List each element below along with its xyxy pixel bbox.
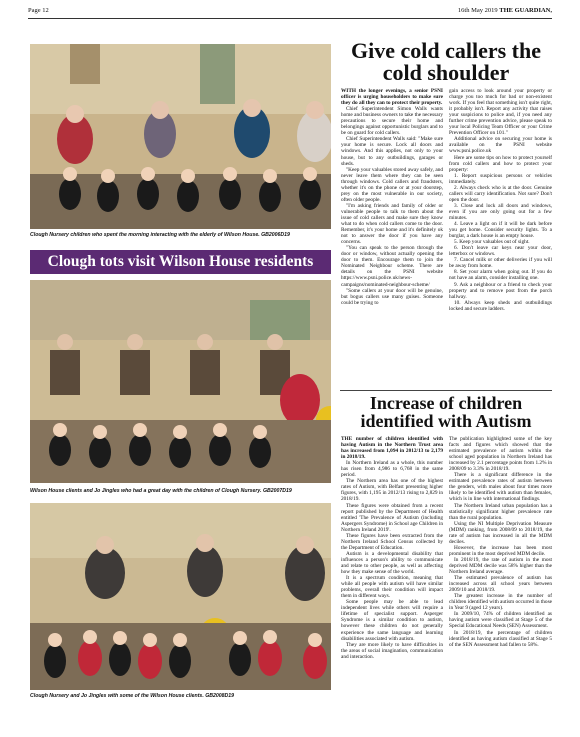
paragraph: 1. Report suspicious persons or vehicles immediately. (449, 172, 552, 185)
paragraph: It is a spectrum condition, meaning that while all people with autism will have similar problems, overall their condition will impact them in different ways. (341, 575, 443, 600)
article-2-column-2 (449, 436, 552, 706)
paragraph: 5. Keep your valuables out of sight. (454, 239, 530, 246)
paragraph: 7. Cancel milk or other deliveries if you will be away from home. (449, 257, 552, 270)
paragraph: Chief Superintendent Walls said: "Make sure your home is secure. Lock all doors and windows. And this applies, not only to your house, but to any outbuildings, garages or sheds. (341, 136, 443, 167)
paragraph: 8. Set your alarm when going out. If you do not have an alarm, consider installing one. (449, 269, 552, 282)
paragraph: Chief Superintendent Simon Walls wants home and business owners to take the necessary precautions to secure their home and belongings against opportunistic burglars and to be on guard for cold callers. (341, 106, 443, 137)
paragraph: THE number of children identified with having Autism in the Northern Trust area has increased from 1,094 in 2012/13 to 2,179 in 2018/19. (341, 436, 443, 461)
story-banner-headline: Clough tots visit Wilson House residents (30, 250, 331, 274)
article-2-column-1 (341, 436, 443, 706)
photo-nursery-and-jo-jingles (30, 503, 331, 690)
paragraph: WITH the longer evenings, a senior PSNI officer is urging householders to make sure they do all they can to protect their property. (341, 88, 443, 107)
issue-date: 16th May 2019 THE GUARDIAN, (457, 7, 552, 14)
paragraph: In 2009/10, 74% of children identified as having autism were classified at Stage 5 of the Special Educational Needs (SEN) Assessment. (449, 611, 552, 630)
paragraph: "You can speak to the person through the door or window, without actually opening the door to them. Encourage them to join the Nominated Neighbour scheme. There are details on the PSNI website https://www.psni.police.uk/news-campaigns/nominated-neighbour-scheme/ (341, 245, 443, 288)
photo-nursery-and-jo-jingles-image (30, 503, 331, 690)
paragraph: gain access to look around your property or charge you too much for bad or non-existent work. If you feel that something isn't quite right, it probably isn't. Report any activity that raises your suspicions to police and, if you need any further crime prevention advice, please speak to your local Policing Team Officer or your Crime Prevention Officer on 101." (449, 88, 552, 137)
paragraph: They are more likely to have difficulties in the areas of social imagination, communication and interaction. (341, 641, 443, 660)
paragraph: These figures have been extracted from the Northern Ireland School Census collected by the Department of Education. (341, 532, 443, 551)
page-number: Page 12 (28, 7, 49, 14)
paragraph: Some people may be able to lead independent lives while others will require a lifetime of specialist support. Asperger Syndrome is a similar condition to autism, however these children do not generally experience the same language and learning disabilities associated with autism. (341, 599, 443, 642)
paragraph: There is a significant difference in the estimated prevalence rates of autism between the genders, with males about four times more likely to be identified with autism than females, which is in line with international findings. (449, 472, 552, 503)
paragraph: The Northern Ireland urban population has a statistically significant higher prevalence rate than the rural population. (449, 502, 552, 521)
caption-photo-1: Clough Nursery children who spent the morning interacting with the elderly of Wilson House. GB2006D19 (30, 232, 290, 238)
paragraph: "Keep your valuables stored away safely, and never leave them where they can be seen through windows. Cold callers and fraudsters, whether it's on the phone or at your doorstep, prey on the most vulnerable in our society, often older people. (341, 166, 443, 203)
article-1-column-1 (341, 88, 443, 386)
paragraph: 10. Always keep sheds and outbuildings locked and secure ladders. (449, 299, 552, 312)
article-2-headline: Increase of children identified with Autism (360, 393, 532, 431)
paper-name: THE GUARDIAN, (499, 7, 552, 14)
paragraph: These figures were obtained from a recent report published by the Department of Health entitled 'The Prevalence of Autism (including Aspergers Syndrome) in School age Children in Northern Ireland 2019'. (341, 502, 443, 533)
paragraph: The Northern area has one of the highest rates of Autism, with Belfast presenting higher figures, with 1,195 in 2012/13 rising to 2,829 in 2018/19. (341, 478, 443, 503)
photo-wilson-house-clients (30, 280, 331, 483)
paragraph: Using the NI Multiple Deprivation Measure (MDM) ranking, from 2008/09 to 2018/19, the rate of autism has increased in all the MDM deciles. (449, 520, 552, 545)
paragraph: The estimated prevalence of autism has increased across all school years between 2009/10 and 2018/19. (449, 575, 552, 594)
photo-nursery-children (30, 44, 331, 229)
paragraph: The greatest increase in the number of children identified with autism occurred in those in Year 9 (aged 12 years). (449, 593, 552, 612)
article-1-headline: Give cold callers the cold shoulder (350, 38, 541, 85)
photo-wilson-house-clients-image (30, 280, 331, 483)
paragraph: 9. Ask a neighbour or a friend to check your property and to remove post from the porch hallway. (449, 281, 552, 300)
paragraph: "I'm asking friends and family of older or vulnerable people to talk to them about the issue of cold callers and make sure they know what to do when cold callers come to the door. Remember, it's your home and it's definitely ok not to answer the door if you have any concerns. (341, 202, 443, 246)
paragraph: 6. Don't leave car keys near your door, letterbox or windows. (449, 245, 552, 258)
paragraph: In 2018/19, the percentage of children identified as having autism classified at Stage 5 of the SEN Assessment had fallen to 58%. (449, 629, 552, 648)
paragraph: "Some callers at your door will be genuine, but bogus callers use many guises. Someone could be trying to (341, 287, 443, 306)
paragraph: Here are some tips on how to protect yourself from cold callers and how to protect your property: (449, 154, 552, 173)
paragraph: 4. Leave a light on if it will be dark before you get home. Consider security lights. To a burglar, a dark house is an empty house. (449, 221, 552, 240)
page-header (28, 6, 552, 19)
photo-nursery-children-image (30, 44, 331, 229)
paragraph: In Northern Ireland as a whole, this number has risen from 4,986 to 6,768 in the same period. (341, 460, 443, 479)
paragraph: In 2018/19, the rate of autism in the most deprived MDM decile was 58% higher than the Northern Ireland average. (449, 556, 552, 576)
article-divider (340, 390, 552, 391)
caption-photo-3: Clough Nursery and Jo Jingles with some of the Wilson House clients. GB2008D19 (30, 693, 235, 699)
paragraph: However, the increase has been most prominent in the most deprived MDM decile. (449, 544, 552, 557)
paragraph: The publication highlighted some of the key facts and figures which showed that the estimated prevalence of autism within the school aged population in Northern Ireland has increased by 2.1 percentage points from 1.2% in 2008/09 to 3.3% in 2018/19. (449, 436, 552, 473)
caption-photo-2: Wilson House clients and Jo Jingles who had a great day with the children of Clough Nursery. GB2007D19 (30, 488, 292, 494)
paragraph: Additional advice on securing your home is available on the PSNI website www.psni.police.uk (449, 136, 552, 155)
paragraph: 3. Close and lock all doors and windows, even if you are only going out for a few minutes. (449, 202, 552, 221)
paragraph: Autism is a developmental disability that influences a person's ability to communicate and relate to other people, as well as affecting how they make sense of the world. (341, 550, 443, 576)
paragraph: 2. Always check who is at the door. Genuine callers will carry identification. Not sure? Don't open the door. (449, 184, 552, 203)
article-1-column-2 (449, 88, 552, 386)
